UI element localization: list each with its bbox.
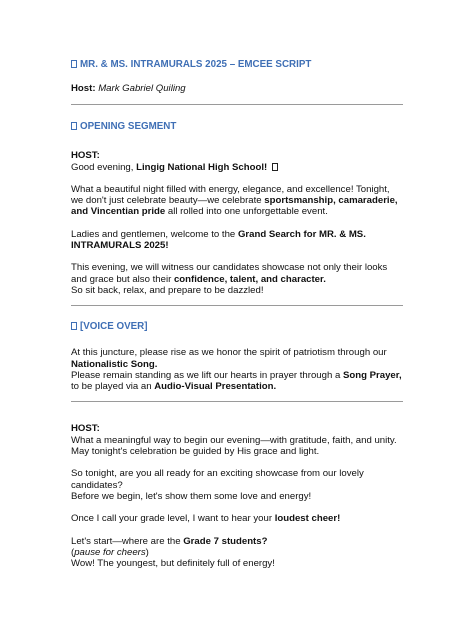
host-line [71,83,403,94]
voiceover-heading: [VOICE OVER] [71,321,403,333]
opening-speaker: HOST: [71,150,100,162]
host-name: Mark Gabriel Quiling [98,83,186,94]
script-content [71,59,403,569]
host2-paragraph-3: Once I call your grade level, I want to hear your loudest cheer! [71,513,341,525]
divider [71,401,403,402]
opening-paragraph-1: What a beautiful night filled with energy, elegance, and excellence! Tonight, we don't just celebrate beauty—we celebrate sportsmanship, camaraderie, and Vincentian pride all rolled into one unforgettable event. [71,183,398,218]
host2-paragraph-2: So tonight, are you all ready for an exciting showcase from our lovely candidates? Before we begin, let's show them some love and energy! [71,468,364,502]
host2-speaker: HOST: [71,423,100,435]
glyph-box-icon [71,60,77,68]
title-text: MR. & MS. INTRAMURALS 2025 – EMCEE SCRIPT [80,59,312,70]
glyph-box-icon [71,322,77,330]
glyph-box-icon [272,163,278,171]
document-title [71,59,403,71]
voiceover-paragraph-2: Please remain standing as we lift our hearts in prayer through a Song Prayer, to be played via an Audio-Visual Presentation. [71,369,402,393]
opening-heading: OPENING SEGMENT [71,121,403,133]
divider [71,305,403,306]
host-label: Host: [71,83,96,94]
glyph-box-icon [71,122,77,130]
opening-paragraph-3: This evening, we will witness our candidates showcase not only their looks and grace but also their confidence, talent, and character. So sit back, relax, and prepare to be dazzled! [71,262,388,296]
voiceover-paragraph-1: At this juncture, please rise as we honor the spirit of patriotism through our Nationalistic Song. [71,347,387,370]
divider [71,104,403,105]
host2-paragraph-4: Let's start—where are the Grade 7 students? (pause for cheers) Wow! The youngest, but definitely full of energy! [71,535,275,570]
opening-greeting: Good evening, Lingig National High School! [71,162,403,173]
opening-paragraph-2: Ladies and gentlemen, welcome to the Grand Search for MR. & MS. INTRAMURALS 2025! [71,228,366,252]
host2-paragraph-1: What a meaningful way to begin our evening—with gratitude, faith, and unity. May tonight's celebration be guided by His grace and light. [71,434,397,458]
